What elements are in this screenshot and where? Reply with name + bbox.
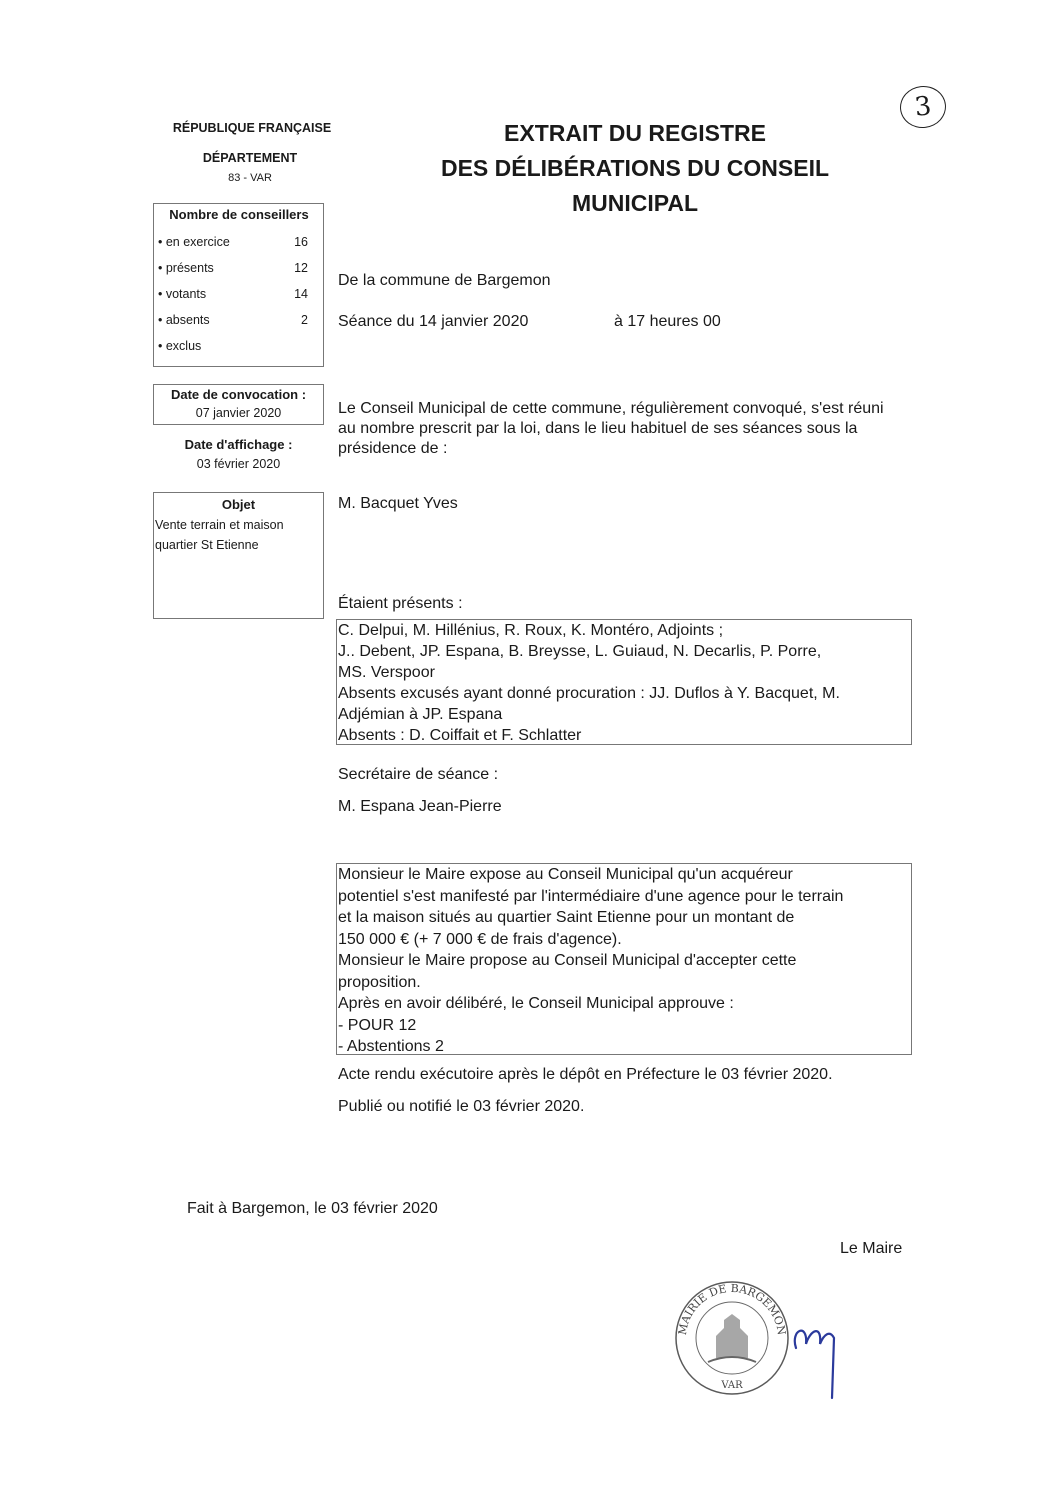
commune-line: De la commune de Bargemon [338, 272, 551, 289]
intro-paragraph: Le Conseil Municipal de cette commune, régulièrement convoqué, s'est réuni au nombre prescrit par la loi, dans le lieu habituel de ses séances sous la présidence de : [338, 400, 884, 457]
deliberation-line: proposition. [338, 973, 421, 991]
svg-text:VAR: VAR [721, 1380, 743, 1391]
secretaire-label: Secrétaire de séance : [338, 766, 499, 783]
row-label: • exclus [158, 339, 202, 353]
deliberation-line: et la maison situés au quartier Saint Etienne pour un montant de [338, 909, 795, 926]
page-number-circled: 3 [898, 84, 948, 131]
deliberation-line: Monsieur le Maire propose au Conseil Municipal d'accepter cette [338, 952, 797, 969]
row-value: 2 [301, 313, 308, 327]
attendance-line: Absents : D. Coiffait et F. Schlatter [338, 727, 582, 744]
objet-label: Objet [221, 497, 256, 512]
attendance-line: MS. Verspoor [338, 664, 435, 681]
fait-a-line: Fait à Bargemon, le 03 février 2020 [187, 1200, 438, 1217]
mairie-seal-and-signature [672, 1278, 850, 1400]
publie-line: Publié ou notifié le 03 février 2020. [338, 1098, 585, 1115]
deliberation-line: Monsieur le Maire expose au Conseil Municipal qu'un acquéreur [338, 866, 793, 883]
deliberation-line: 150 000 € (+ 7 000 € de frais d'agence). [338, 930, 622, 948]
title-line-1: EXTRAIT DU REGISTRE [504, 120, 766, 146]
republique-francaise: RÉPUBLIQUE FRANÇAISE [172, 121, 332, 135]
conseillers-title: Nombre de conseillers [169, 207, 309, 222]
convocation-date: 07 janvier 2020 [195, 406, 282, 420]
attendance-line: Adjémian à JP. Espana [338, 706, 503, 723]
row-label: • votants [158, 287, 207, 301]
objet-line: quartier St Etienne [155, 538, 259, 552]
document-title [380, 116, 890, 221]
maire-label: Le Maire [840, 1240, 903, 1257]
departement-value: 83 - VAR [228, 172, 272, 184]
president-name: M. Bacquet Yves [338, 495, 458, 512]
deliberation-text [338, 864, 908, 1058]
deliberation-line: Après en avoir délibéré, le Conseil Municipal approuve : [338, 995, 734, 1012]
row-label: • absents [158, 313, 210, 327]
deliberation-line: - Abstentions 2 [338, 1038, 444, 1055]
attendance-text [338, 620, 908, 746]
title-line-2: DES DÉLIBÉRATIONS DU CONSEIL [440, 155, 830, 181]
executoire-line: Acte rendu exécutoire après le dépôt en Préfecture le 03 février 2020. [338, 1066, 833, 1083]
seance-date: Séance du 14 janvier 2020 [338, 313, 529, 330]
secretaire-name: M. Espana Jean-Pierre [338, 798, 502, 815]
title-line-3: MUNICIPAL [571, 190, 699, 216]
affichage-label: Date d'affichage : [184, 437, 293, 452]
row-label: • présents [158, 261, 214, 275]
attendance-line: C. Delpui, M. Hillénius, R. Roux, K. Montéro, Adjoints ; [338, 622, 724, 639]
deliberation-line: potentiel s'est manifesté par l'intermédiaire d'une agence pour le terrain [338, 887, 844, 905]
seance-heure: à 17 heures 00 [614, 313, 721, 330]
convocation-label: Date de convocation : [170, 387, 307, 402]
row-label: • en exercice [158, 235, 230, 249]
attendance-line: Absents excusés ayant donné procuration : JJ. Duflos à Y. Bacquet, M. [338, 685, 840, 702]
deliberation-line: - POUR 12 [338, 1016, 417, 1034]
departement-label: DÉPARTEMENT [202, 151, 298, 165]
row-value: 16 [294, 235, 308, 249]
row-value: 14 [294, 287, 308, 301]
objet-line: Vente terrain et maison [155, 518, 284, 532]
objet-text [155, 515, 320, 555]
presents-label: Étaient présents : [338, 595, 463, 612]
row-value: 12 [294, 261, 308, 275]
svg-text:MAIRIE DE BARGEMON: MAIRIE DE BARGEMON [675, 1281, 789, 1336]
affichage-date: 03 février 2020 [196, 457, 281, 471]
attendance-line: J.. Debent, JP. Espana, B. Breysse, L. Guiaud, N. Decarlis, P. Porre, [338, 643, 822, 660]
